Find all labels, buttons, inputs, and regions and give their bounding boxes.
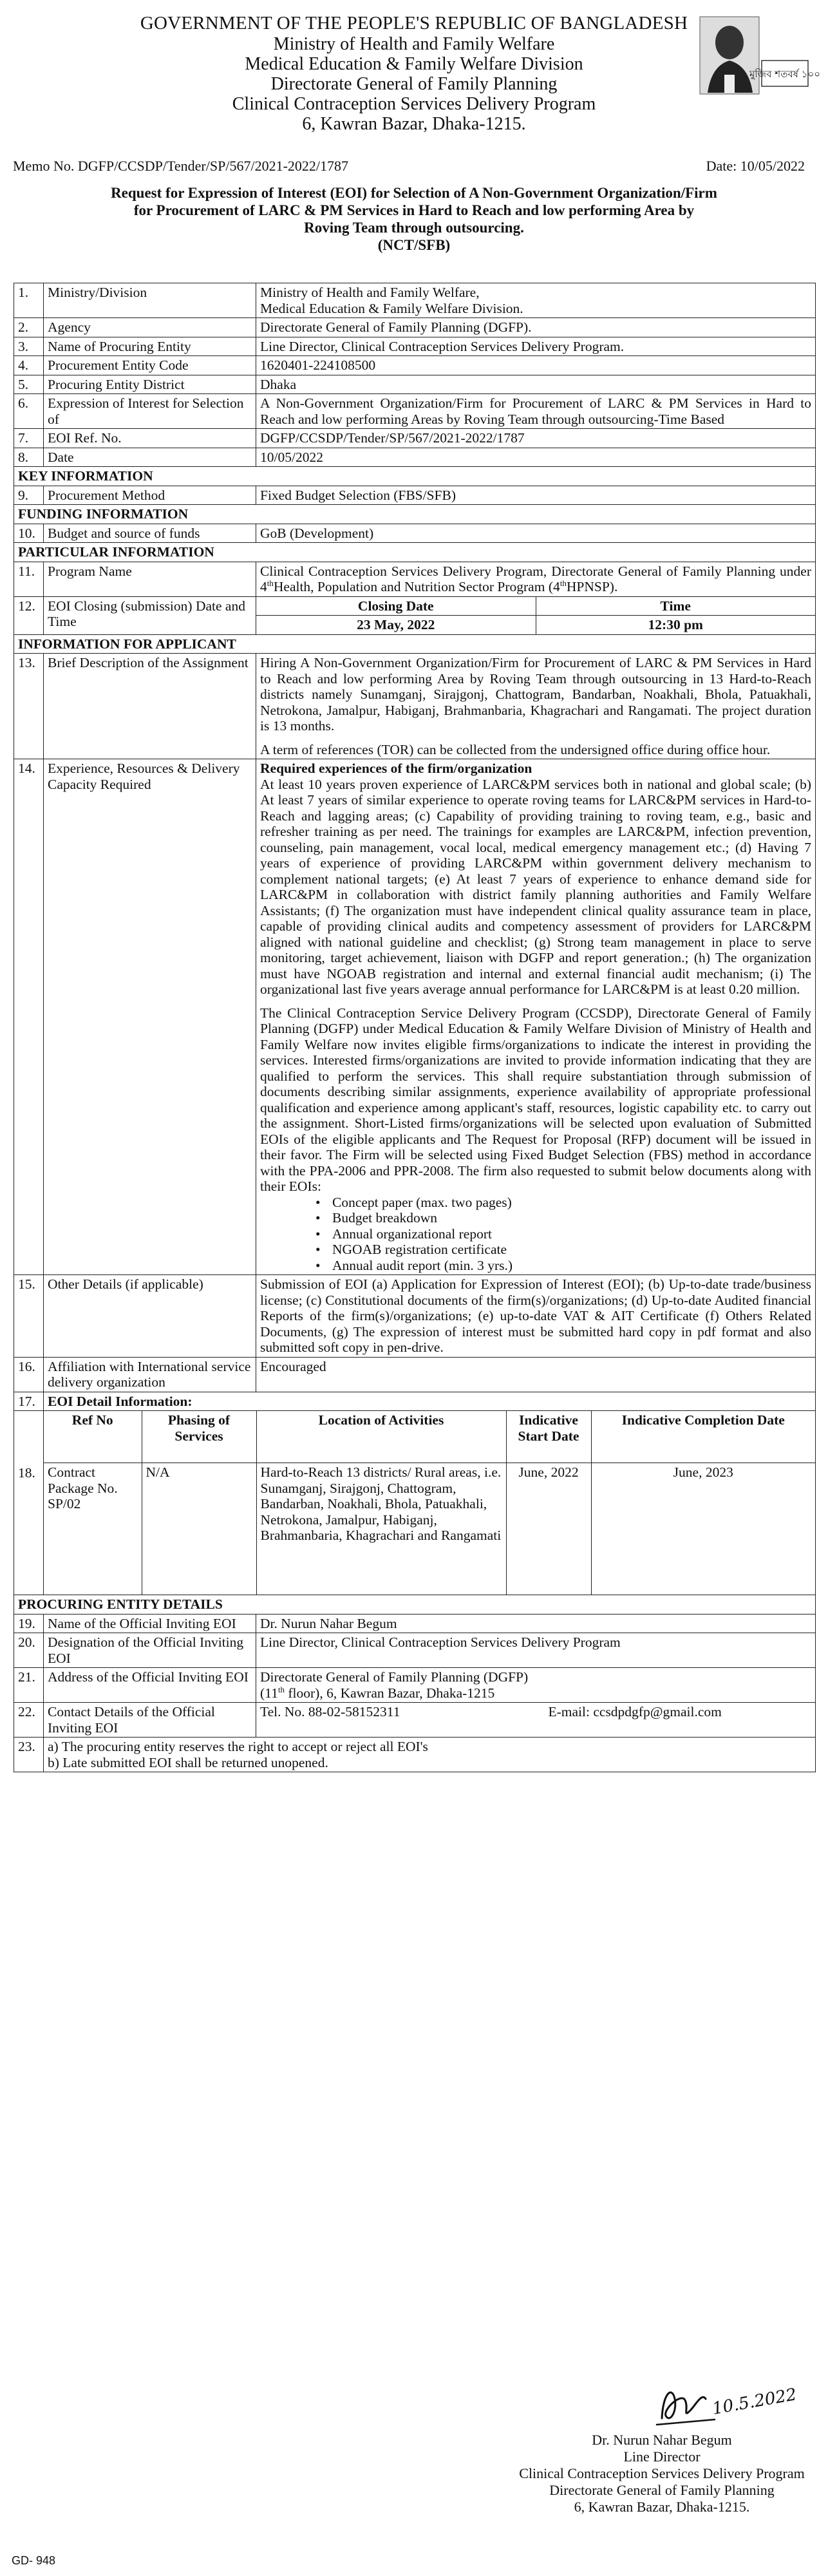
row-label: Contact Details of the Official Inviting EOI [44, 1703, 256, 1738]
closing-time: 12:30 pm [648, 617, 703, 632]
eoi-data-row [44, 1463, 815, 1595]
row-value: Line Director, Clinical Contraception Services Delivery Program [256, 1633, 816, 1668]
row-label: Brief Description of the Assignment [44, 654, 256, 759]
row-value [256, 1668, 816, 1703]
table-row [14, 1668, 816, 1703]
table-row [14, 1357, 816, 1392]
row-value: Dr. Nurun Nahar Begum [256, 1614, 816, 1633]
closing-date: 23 May, 2022 [256, 616, 536, 634]
row-number: 23. [14, 1738, 44, 1772]
closing-table [256, 597, 815, 634]
row-value [256, 596, 816, 634]
row-label: Program Name [44, 562, 256, 596]
row-number: 5. [14, 375, 44, 394]
paragraph: A term of references (TOR) can be collected from the undersigned office during office hour. [260, 741, 771, 757]
table-row [14, 337, 816, 356]
row-number: 4. [14, 356, 44, 375]
row-label: EOI Ref. No. [44, 429, 256, 448]
notes-cell [44, 1738, 816, 1772]
list-item: • Concept paper (max. two pages) [315, 1195, 811, 1211]
table-row [14, 1738, 816, 1772]
row-label: EOI Closing (submission) Date and Time [44, 596, 256, 634]
row-number: 19. [14, 1614, 44, 1633]
completion-date: June, 2023 [673, 1464, 733, 1480]
section-heading: PARTICULAR INFORMATION [14, 543, 816, 562]
emblem-caption: মুজিব শতবর্ষ ১০০ [749, 68, 820, 80]
list-item: • Annual audit report (min. 3 yrs.) [315, 1258, 811, 1274]
row-label: Designation of the Official Inviting EOI [44, 1633, 256, 1668]
row-label: Name of Procuring Entity [44, 337, 256, 356]
value-line: Ministry of Health and Family Welfare, [260, 285, 480, 300]
row-number-cell [14, 1411, 44, 1595]
row-value: Submission of EOI (a) Application for Expression of Interest (EOI); (b) Up-to-date trade/business license; (c) Constitutional documents of the firm(s)/organizations; (d) Up-to-date Audited financial Reports of the firm(s)/organizations; (e) up-to-date VAT & AIT Certificate (f) Others Related Documents, (g) The expression of interest must be submitted hard copy in pdf format and also submitted soft copy in pen-drive. [256, 1275, 816, 1358]
email-address: E-mail: ccsdpdgfp@gmail.com [548, 1704, 722, 1719]
section-heading-row [14, 543, 816, 562]
row-value: GoB (Development) [256, 524, 816, 543]
telephone: Tel. No. 88-02-58152311 [260, 1704, 400, 1719]
row-number: 14. [14, 759, 44, 1275]
table-row [14, 654, 816, 759]
value-line: Medical Education & Family Welfare Division. [260, 300, 523, 316]
section-heading-row [14, 467, 816, 486]
row-value [256, 1703, 816, 1738]
section-heading: INFORMATION FOR APPLICANT [14, 634, 816, 654]
row-value [256, 759, 816, 1275]
directorate-name: Directorate General of Family Planning [270, 74, 558, 94]
paragraph: Hiring A Non-Government Organization/Firm for Procurement of LARC & PM Services in Hard to Reach and low performing Area by Roving Team through outsourcing in 13 Hard-to-Reach districts namely Sunamganj, Sirajgonj, Chattogram, Bandarban, Noakhali, Bhola, Patuakhali, Netrokona, Jamalpur, Habiganj, Brahmanbaria, Khagrachari and Rangamati. The project duration is 13 months. [260, 655, 811, 734]
row-label: Procurement Entity Code [44, 356, 256, 375]
row-value [256, 283, 816, 318]
row-number: 21. [14, 1668, 44, 1703]
title-line: Roving Team through outsourcing. [304, 220, 524, 236]
row-value: A Non-Government Organization/Firm for Procurement of LARC & PM Services in Hard to Reach and low performing Areas by Roving Team through outsourcing-Time Based [256, 394, 816, 429]
row-label: Affiliation with International service delivery organization [44, 1357, 256, 1392]
row-number: 7. [14, 429, 44, 448]
row-number: 15. [14, 1275, 44, 1358]
table-row [14, 448, 816, 467]
superscript: th [560, 578, 567, 588]
title-line: (NCT/SFB) [377, 237, 451, 253]
section-heading-row [14, 1595, 816, 1615]
row-number: 17. [14, 1392, 44, 1411]
start-date: June, 2022 [506, 1463, 591, 1595]
row-value: Directorate General of Family Planning (DGFP). [256, 318, 816, 337]
table-row [14, 524, 816, 543]
subheading: Required experiences of the firm/organization [260, 761, 532, 776]
section-heading: FUNDING INFORMATION [14, 505, 816, 524]
signature-image [644, 2373, 798, 2431]
section-heading: PROCURING ENTITY DETAILS [14, 1595, 816, 1615]
row-label: EOI Detail Information: [44, 1392, 816, 1411]
memo-number: Memo No. DGFP/CCSDP/Tender/SP/567/2021-2022/1787 [13, 158, 349, 174]
row-label: Name of the Official Inviting EOI [44, 1614, 256, 1633]
table-row [14, 1275, 816, 1358]
table-row [14, 486, 816, 505]
title-line: for Procurement of LARC & PM Services in Hard to Reach and low performing Area by [133, 202, 695, 218]
title-line: Request for Expression of Interest (EOI) for Selection of A Non-Government Organization/Firm [111, 185, 717, 201]
location-header: Location of Activities [256, 1411, 506, 1463]
row-value: 1620401-224108500 [256, 356, 816, 375]
signatory-address: 6, Kawran Bazar, Dhaka-1215. [574, 2499, 750, 2515]
superscript: th [267, 578, 274, 588]
row-value [256, 562, 816, 596]
row-number: 1. [14, 283, 44, 318]
row-label: Expression of Interest for Selection of [44, 394, 256, 429]
start-date-header: Indicative Start Date [506, 1411, 591, 1463]
eoi-detail-block [14, 1411, 816, 1595]
row-value [256, 654, 816, 759]
row-number: 13. [14, 654, 44, 759]
row-number: 22. [14, 1703, 44, 1738]
paragraph: At least 10 years proven experience of LARC&PM services both in national and global scale; (b) At least 7 years of similar experience to operate roving teams for LARC&PM services in Hard-to-Reach and lagging areas; (c) Capability of providing training to roving team, e.g., basic and refresher training as per need. The trainings for examples are LARC&PM, infection prevention, counseling, pain management, vocal local, medical emergency management etc.; (d) Having 7 years of experience of providing LARC&PM within government delivery mechanism to complement national targets; (e) At least 7 years of experience to enhance demand side for LARC&PM in collaboration with district family planning authorities and Family Welfare Assistants; (f) The organization must have independent clinical quality assurance team in place, capable of providing clinical audits and competency assessment of providers for LARC&PM aligned with national guideline and checklist; (g) Strong team management in place to serve monitoring, target achievement, liaison with DGFP and report generation.; (h) The organization must have NGOAB registration and internal and external financial audit mechanism; (i) The organizational last five years average annual performance for LARC&PM is at least 0.20 million. [260, 776, 811, 997]
table-row [14, 429, 816, 448]
document-list [315, 1195, 811, 1274]
row-label: Ministry/Division [44, 283, 256, 318]
row-label: Procurement Method [44, 486, 256, 505]
row-label: Agency [44, 318, 256, 337]
mujib-borsho-emblem [699, 15, 820, 106]
row-number: 18. [18, 1465, 35, 1481]
office-address: 6, Kawran Bazar, Dhaka-1215. [302, 114, 526, 134]
row-number: 20. [14, 1633, 44, 1668]
phasing-header: Phasing of Services [142, 1411, 256, 1463]
superscript: th [278, 1684, 285, 1694]
row-number: 6. [14, 394, 44, 429]
eoi-table [14, 283, 816, 1772]
list-item: • Budget breakdown [315, 1210, 811, 1226]
eoi-header-row [44, 1411, 815, 1463]
signature-date: 10.5.2022 [711, 2385, 798, 2419]
row-label: Date [44, 448, 256, 467]
memo-date: Date: 10/05/2022 [706, 158, 805, 174]
document-title [71, 184, 757, 254]
signatory-designation: Line Director [623, 2448, 701, 2465]
table-row [14, 356, 816, 375]
text-run: HPNSP). [566, 579, 618, 594]
division-name: Medical Education & Family Welfare Division [245, 54, 583, 74]
ministry-name: Ministry of Health and Family Welfare [273, 34, 555, 54]
row-value: Line Director, Clinical Contraception Services Delivery Program. [256, 337, 816, 356]
table-row [14, 283, 816, 318]
list-item: • Annual organizational report [315, 1226, 811, 1242]
row-value: Dhaka [256, 375, 816, 394]
row-value: DGFP/CCSDP/Tender/SP/567/2021-2022/1787 [256, 429, 816, 448]
section-heading-row [14, 634, 816, 654]
paragraph: The Clinical Contraception Service Delivery Program (CCSDP), Directorate General of Family Planning (DGFP) under Medical Education & Family Welfare Division of Ministry of Health and Family Welfare now invites eligible firms/organizations to indicate the interest in providing the services. Interested firms/organizations are invited to provide information indicating that they are qualified to perform the services. This shall require substantiation through submission of documents describing similar assignments, experience availability of appropriate professional qualification and experience among applicant's staff, resources, logistic capability etc. to carry out the assignment. Short-Listed firms/organizations will be selected upon evaluation of Submitted EOIs of the eligible applicants and The Request for Proposal (RFP) document will be issued in their favor. The Firm will be selected using Fixed Budget Selection (FBS) method in accordance with the PPA-2006 and PPR-2008. The firm also requested to submit below documents along with their EOIs: [260, 1005, 811, 1194]
row-value: 10/05/2022 [256, 448, 816, 467]
text-run: Clinical Contraception Services Delivery Program, Directorate General of Family Planning under 4 [260, 563, 811, 594]
table-row [14, 1703, 816, 1738]
text-run: (11 [260, 1685, 278, 1701]
row-label: Budget and source of funds [44, 524, 256, 543]
ref-no-header: Ref No [44, 1411, 142, 1463]
table-row [14, 1633, 816, 1668]
text-run: Health, Population and Nutrition Sector Program (4 [273, 579, 560, 594]
signatory-name: Dr. Nurun Nahar Begum [592, 2432, 732, 2448]
footer-code: GD- 948 [12, 2554, 56, 2567]
location-value: Hard-to-Reach 13 districts/ Rural areas, i.e. Sunamganj, Sirajgonj, Chattogram, Bandarban, Noakhali, Bhola, Patuakhali, Netrokona, Jamalpur, Habiganj, Brahmanbaria, Khagrachari and Rangamati [256, 1463, 506, 1595]
row-number: 12. [14, 596, 44, 634]
eoi-detail-cell [44, 1411, 816, 1595]
signatory-directorate: Directorate General of Family Planning [549, 2482, 775, 2498]
row-number: 3. [14, 337, 44, 356]
completion-date-header: Indicative Completion Date [591, 1411, 815, 1463]
note: a) The procuring entity reserves the right to accept or reject all EOI's [48, 1739, 428, 1754]
row-value: Fixed Budget Selection (FBS/SFB) [256, 486, 816, 505]
table-row [14, 759, 816, 1275]
row-number: 10. [14, 524, 44, 543]
value-line [260, 1685, 811, 1701]
table-row [14, 1392, 816, 1411]
note: b) Late submitted EOI shall be returned unopened. [48, 1754, 328, 1770]
row-label: Experience, Resources & Delivery Capacity Required [44, 759, 256, 1275]
row-label: Other Details (if applicable) [44, 1275, 256, 1358]
government-name: GOVERNMENT OF THE PEOPLE'S REPUBLIC OF BANGLADESH [140, 13, 688, 33]
section-heading-row [14, 505, 816, 524]
table-row [14, 596, 816, 634]
phasing-value: N/A [142, 1463, 256, 1595]
table-row [14, 1614, 816, 1633]
row-label: Procuring Entity District [44, 375, 256, 394]
closing-date-header: Closing Date [256, 597, 536, 616]
text-run: floor), 6, Kawran Bazar, Dhaka-1215 [285, 1685, 495, 1701]
row-number: 8. [14, 448, 44, 467]
signatory-program: Clinical Contraception Services Delivery Program [519, 2465, 805, 2481]
table-row [14, 394, 816, 429]
row-value: Encouraged [256, 1357, 816, 1392]
eoi-detail-table [44, 1411, 815, 1595]
row-number: 9. [14, 486, 44, 505]
table-row [14, 562, 816, 596]
value-line: Directorate General of Family Planning (DGFP) [260, 1669, 529, 1685]
contract-package: Contract Package No. SP/02 [44, 1463, 142, 1595]
time-header: Time [536, 597, 815, 616]
signatory-block [509, 2432, 815, 2515]
table-row [14, 375, 816, 394]
row-number: 11. [14, 562, 44, 596]
row-number: 2. [14, 318, 44, 337]
program-name: Clinical Contraception Services Delivery Program [232, 94, 596, 114]
list-item: • NGOAB registration certificate [315, 1242, 811, 1258]
section-heading: KEY INFORMATION [14, 467, 816, 486]
row-label: Address of the Official Inviting EOI [44, 1668, 256, 1703]
table-row [14, 318, 816, 337]
row-number: 16. [14, 1357, 44, 1392]
